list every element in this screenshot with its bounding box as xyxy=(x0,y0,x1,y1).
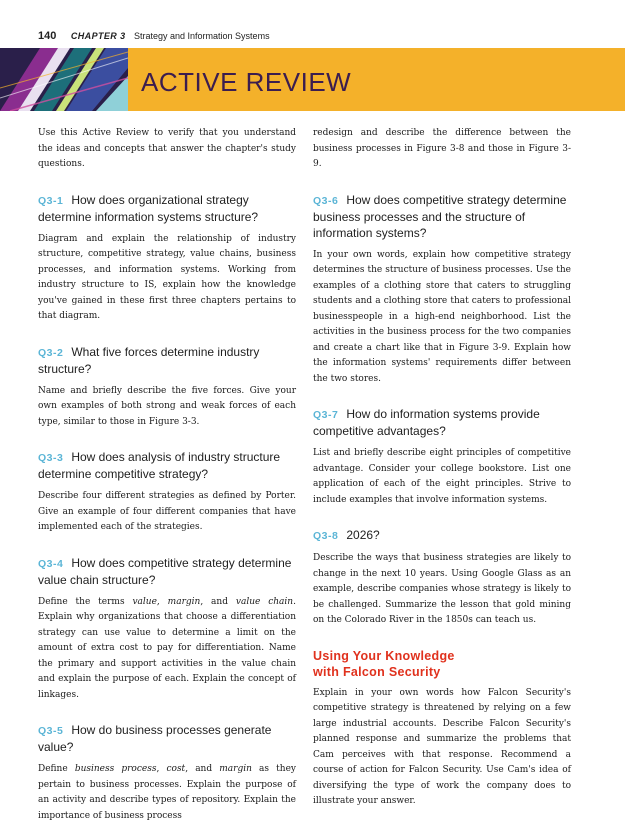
knowledge-heading-line2: with Falcon Security xyxy=(313,664,441,679)
knowledge-heading-line1: Using Your Knowledge xyxy=(313,648,455,663)
banner-decorative-image xyxy=(0,48,128,111)
question-number: Q3-3 xyxy=(38,452,64,464)
knowledge-heading xyxy=(313,648,571,680)
question-number: Q3-8 xyxy=(313,530,339,542)
question-title: 2026? xyxy=(346,528,380,542)
section-body-q3-3: Describe four different strategies as defined by Porter. Give an example of four different companies that have implemented each of the strategies. xyxy=(38,491,296,532)
question-title: How does analysis of industry structure determine competitive strategy? xyxy=(38,450,281,481)
section-heading-q3-4 xyxy=(38,555,296,588)
question-number: Q3-5 xyxy=(38,725,64,737)
abstract-lines-image xyxy=(0,48,128,111)
question-title: How does organizational strategy determine information systems structure? xyxy=(38,192,259,224)
section-body-q3-7: List and briefly describe eight principles of competitive advantage. Consider your college bookstore. List one application of each of the eight principles. Strive to include examples that involve information systems. xyxy=(313,448,571,505)
section-heading-q3-5 xyxy=(38,722,296,755)
question-number: Q3-2 xyxy=(38,346,64,359)
running-header xyxy=(38,30,270,42)
page-number: 140 xyxy=(38,30,57,42)
question-title: How do information systems provide competitive advantages? xyxy=(313,407,540,438)
section-body-q3-6: In your own words, explain how competitive strategy determines the structure of business processes. Use the examples of a clothing store that caters to struggling students and a clothing store that caters to professional businesspeople in a high-end neighborhood. List the activities in the business process for the two companies and create a chart like that in Figure 3-9. Explain how the information systems' requirements differ between the two stores. xyxy=(313,249,571,384)
banner-title: ACTIVE REVIEW xyxy=(141,67,352,97)
section-heading-q3-3 xyxy=(38,449,296,482)
section-body-q3-4: Define the terms value, margin, and value chain. Explain why organizations that choose a differentiation strategy can use value to determine a limit on the amount of extra cost to pay for differentiation. Name the primary and support activities in the value chain and explain the purpose of each. Explain the concept of linkages. xyxy=(38,596,296,700)
left-column xyxy=(38,126,296,824)
section-body-q3-5: Define business process, cost, and margin as they pertain to business processes. Explain the purpose of an activity and describe types of repository. Explain the importance of business process xyxy=(38,764,296,821)
chapter-title: Strategy and Information Systems xyxy=(134,31,270,41)
section-body-q3-2: Name and briefly describe the five forces. Give your own examples of both strong and weak forces of each type, similar to those in Figure 3-3. xyxy=(38,385,296,427)
section-body-q3-5-continued: redesign and describe the difference between the business processes in Figure 3-8 and those in Figure 3-9. xyxy=(313,128,571,169)
section-heading-q3-1 xyxy=(38,192,296,225)
question-number: Q3-7 xyxy=(313,409,339,421)
right-column xyxy=(313,126,571,818)
section-heading-q3-7 xyxy=(313,406,571,439)
intro-paragraph: Use this Active Review to verify that you understand the ideas and concepts that answer the chapter's study questions. xyxy=(38,128,296,169)
question-number: Q3-4 xyxy=(38,557,64,570)
chapter-label: CHAPTER 3 xyxy=(70,31,126,41)
question-title: How do business processes generate value? xyxy=(38,723,272,754)
section-body-q3-1: Diagram and explain the relationship of industry structure, competitive strategy, value chains, business processes, and information systems. Working from industry structure to IS, explain how the knowledge you've gained in these first three chapters pertains to that diagram. xyxy=(38,233,296,321)
question-number: Q3-1 xyxy=(38,194,64,207)
section-body-q3-8: Describe the ways that business strategies are likely to change in the next 10 years. Using Google Glass as an example, describe companies whose strategy is likely to be challenged. Summarize the lesson that gold mining on the Colorado River in the 1850s can teach us. xyxy=(313,553,571,625)
question-number: Q3-6 xyxy=(313,194,339,207)
question-title: What five forces determine industry structure? xyxy=(38,344,260,376)
section-heading-q3-6 xyxy=(313,192,571,241)
question-title: How does competitive strategy determine value chain structure? xyxy=(38,555,292,587)
section-heading-q3-8 xyxy=(313,527,571,544)
question-title: How does competitive strategy determine business processes and the structure of information systems? xyxy=(313,192,567,240)
section-heading-q3-2 xyxy=(38,344,296,377)
active-review-banner xyxy=(0,48,625,111)
knowledge-body: Explain in your own words how Falcon Security's competitive strategy is threatened by relying on a few large industrial accounts. Describe Falcon Security's planned response and summarize the problems that Cam perceives with that response. Recommend a course of action for Falcon Security. Use Cam's idea of diversifying the type of work the company does to illustrate your answer. xyxy=(313,687,571,806)
